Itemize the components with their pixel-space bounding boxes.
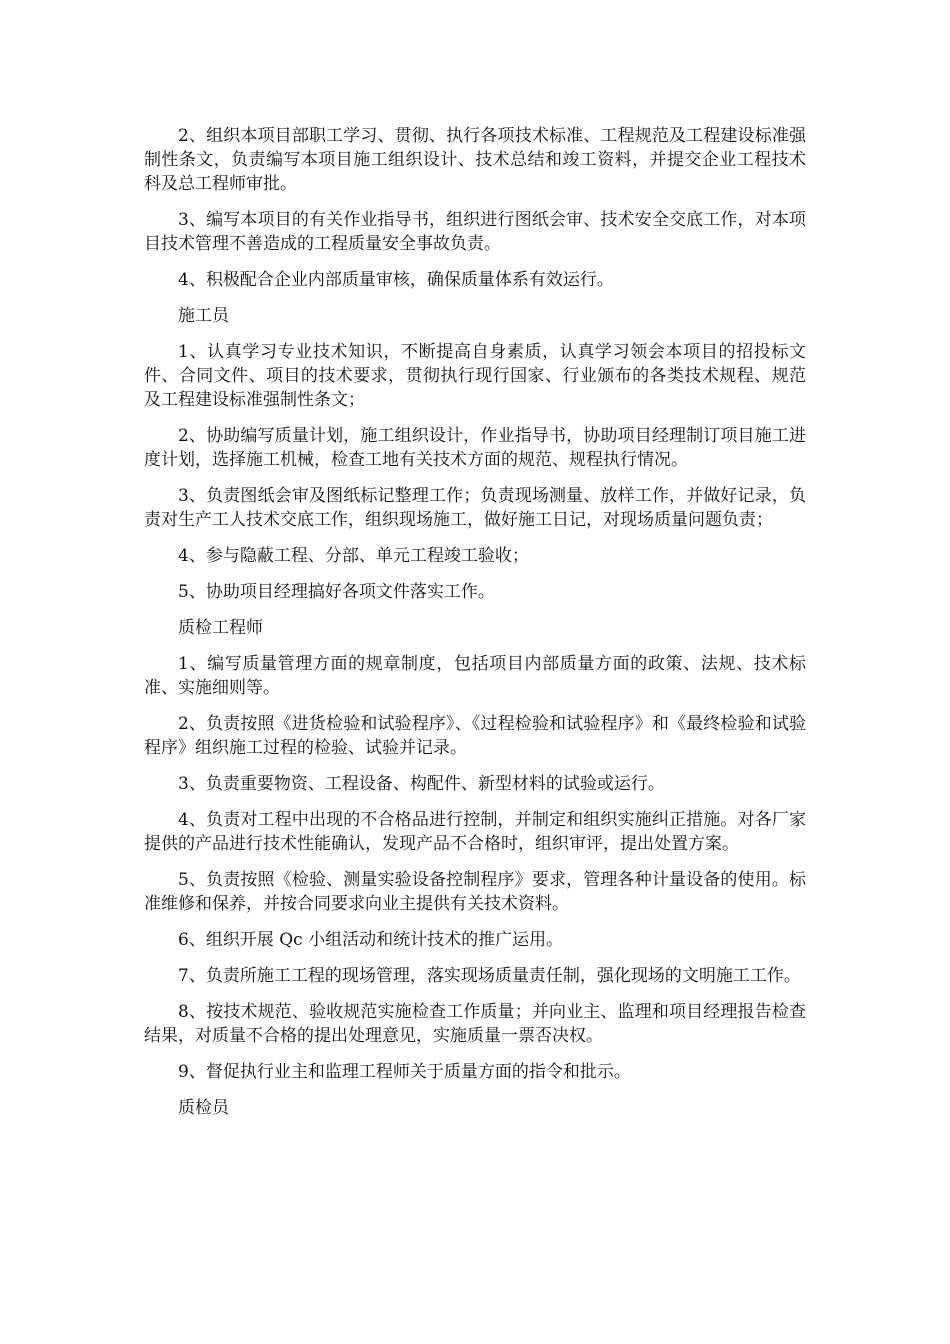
paragraph-construction-2: 2、协助编写质量计划，施工组织设计，作业指导书，协助项目经理制订项目施工进度计划，选择施工机械，检查工地有关技术方面的规范、规程执行情况。 [144, 426, 806, 470]
paragraph-quality-engineer-1: 1、编写质量管理方面的规章制度，包括项目内部质量方面的政策、法规、技术标准、实施细则等。 [144, 654, 806, 698]
section-heading-quality-inspector: 质检员 [178, 1098, 229, 1118]
paragraph-quality-engineer-7: 7、负责所施工工程的现场管理，落实现场质量责任制，强化现场的文明施工工作。 [178, 966, 801, 986]
paragraph-quality-engineer-6: 6、组织开展 Qc 小组活动和统计技术的推广运用。 [178, 930, 564, 950]
paragraph-construction-3: 3、负责图纸会审及图纸标记整理工作；负责现场测量、放样工作，并做好记录，负责对生产工人技术交底工作，组织现场施工，做好施工日记，对现场质量问题负责； [144, 486, 806, 530]
section-heading-quality-engineer: 质检工程师 [178, 618, 263, 638]
paragraph-quality-engineer-3: 3、负责重要物资、工程设备、构配件、新型材料的试验或运行。 [178, 774, 665, 794]
paragraph-quality-engineer-5: 5、负责按照《检验、测量实验设备控制程序》要求，管理各种计量设备的使用。标准维修和保养，并按合同要求向业主提供有关技术资料。 [144, 870, 806, 914]
paragraph-construction-4: 4、参与隐蔽工程、分部、单元工程竣工验收； [178, 546, 529, 566]
section-heading-construction-worker: 施工员 [178, 306, 229, 326]
paragraph-tech-4: 4、积极配合企业内部质量审核，确保质量体系有效运行。 [178, 270, 614, 290]
paragraph-construction-5: 5、协助项目经理搞好各项文件落实工作。 [178, 582, 495, 602]
document-body [144, 124, 806, 1132]
paragraph-quality-engineer-9: 9、督促执行业主和监理工程师关于质量方面的指令和批示。 [178, 1062, 631, 1082]
paragraph-construction-1: 1、认真学习专业技术知识，不断提高自身素质，认真学习领会本项目的招投标文件、合同文件、项目的技术要求，贯彻执行现行国家、行业颁布的各类技术规程、规范及工程建设标准强制性条文； [144, 342, 806, 410]
paragraph-quality-engineer-4: 4、负责对工程中出现的不合格品进行控制，并制定和组织实施纠正措施。对各厂家提供的产品进行技术性能确认，发现产品不合格时，组织审评，提出处置方案。 [144, 810, 806, 854]
paragraph-quality-engineer-8: 8、按技术规范、验收规范实施检查工作质量；并向业主、监理和项目经理报告检查结果，对质量不合格的提出处理意见，实施质量一票否决权。 [144, 1002, 806, 1046]
paragraph-tech-3: 3、编写本项目的有关作业指导书，组织进行图纸会审、技术安全交底工作，对本项目技术管理不善造成的工程质量安全事故负责。 [144, 210, 806, 254]
paragraph-quality-engineer-2: 2、负责按照《进货检验和试验程序》、《过程检验和试验程序》和《最终检验和试验程序》组织施工过程的检验、试验并记录。 [144, 714, 806, 758]
paragraph-tech-2: 2、组织本项目部职工学习、贯彻、执行各项技术标准、工程规范及工程建设标准强制性条文，负责编写本项目施工组织设计、技术总结和竣工资料，并提交企业工程技术科及总工程师审批。 [144, 126, 806, 194]
